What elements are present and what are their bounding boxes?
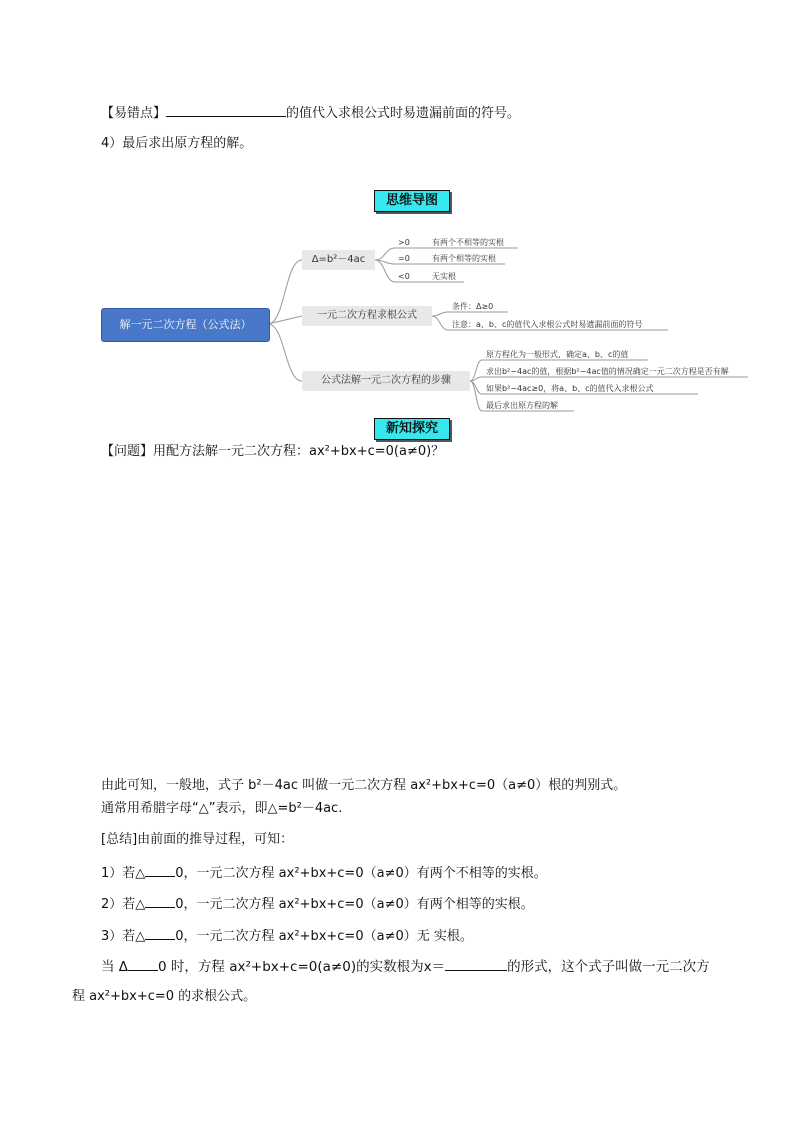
mindmap-branch-steps: 公式法解一元二次方程的步骤 — [302, 371, 470, 391]
fill-blank[interactable] — [145, 894, 175, 908]
mindmap-leaf-cond: <0 — [398, 272, 410, 281]
discriminant-paragraph: 由此可知，一般地，式子 b²－4ac 叫做一元二次方程 ax²+bx+c=0（a≠0）根的判别式。 — [101, 778, 627, 793]
mindmap-leaf-text: 无实根 — [432, 272, 456, 281]
mindmap-leaf-cond: >0 — [398, 238, 410, 247]
summary-item: 2）若△ 0，一元二次方程 ax²+bx+c=0（a≠0）有两个相等的实根。 — [101, 894, 534, 914]
error-point-text: 的值代入求根公式时易遗漏前面的符号。 — [286, 106, 521, 121]
question-line: 【问题】用配方法解一元二次方程：ax²+bx+c=0(a≠0)？ — [101, 444, 445, 459]
mindmap-leaf-text: 条件：Δ≥0 — [452, 302, 494, 311]
delta-notation-paragraph: 通常用希腊字母“△”表示，即△=b²－4ac. — [101, 801, 343, 816]
fill-blank[interactable] — [445, 957, 507, 971]
summary-item: 1）若△ 0，一元二次方程 ax²+bx+c=0（a≠0）有两个不相等的实根。 — [101, 863, 547, 883]
mindmap-section-title: 思维导图 — [374, 190, 450, 212]
mindmap-leaf-text: 原方程化为一般形式，确定a、b、c的值 — [486, 350, 629, 359]
root-formula-line-cont: 程 ax²+bx+c=0 的求根公式。 — [72, 989, 257, 1004]
mindmap-leaf-text: 求出b²−4ac的值，根据b²−4ac值的情况确定一元二次方程是否有解 — [486, 367, 729, 376]
fill-blank[interactable] — [145, 863, 175, 877]
root-formula-line: 当 Δ 0 时，方程 ax²+bx+c=0(a≠0)的实数根为x＝ 的形式，这个式子叫做一元二次方 — [101, 959, 710, 975]
summary-item: 3）若△ 0，一元二次方程 ax²+bx+c=0（a≠0）无 实根。 — [101, 926, 473, 946]
fill-blank[interactable] — [145, 926, 175, 940]
step-4-line: 4）最后求出原方程的解。 — [101, 136, 253, 151]
explore-section-title: 新知探究 — [374, 418, 450, 440]
mindmap-branch-formula: 一元二次方程求根公式 — [302, 306, 432, 326]
mindmap-leaf-text: 有两个相等的实根 — [432, 254, 496, 263]
fill-blank[interactable] — [128, 957, 158, 971]
summary-heading: [总结]由前面的推导过程，可知： — [101, 832, 294, 847]
mindmap-leaf-text: 如果b²−4ac≥0，将a、b、c的值代入求根公式 — [486, 384, 654, 393]
mindmap-branch-discriminant: Δ=b²－4ac — [302, 250, 375, 270]
mindmap-leaf-cond: =0 — [398, 254, 410, 263]
mindmap-leaf-text: 最后求出原方程的解 — [486, 401, 558, 410]
mindmap-root: 解一元二次方程（公式法） — [101, 308, 270, 342]
error-point-label: 【易错点】 — [101, 106, 167, 121]
mindmap-leaf-text: 有两个不相等的实根 — [432, 238, 504, 247]
mindmap-leaf-text: 注意：a、b、c的值代入求根公式时易遗漏前面的符号 — [452, 320, 643, 329]
